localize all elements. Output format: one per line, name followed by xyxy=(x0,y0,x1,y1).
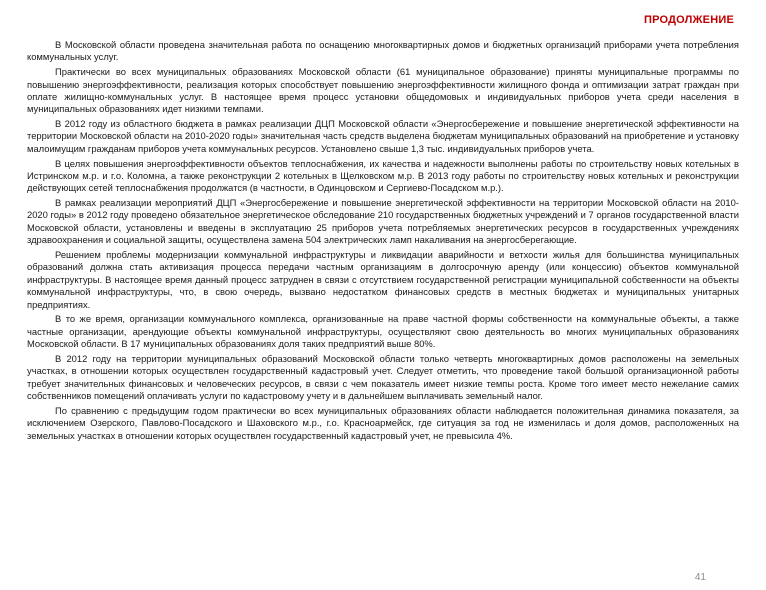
paragraph-budget-2012: В 2012 году из областного бюджета в рамках реализации ДЦП Московской области «Энергосбережение и повышение энергетической эффективности на территории Московской области на 2010-2020 годы» значительная часть средств выделена бюджетам муниципальных образований на приобретение и установку малоимущим гражданам приборов учета коммунальных ресурсов. Установлено свыше 1,3 тыс. индивидуальных приборов учета. xyxy=(27,118,739,154)
paragraph-cadastral-registration: В 2012 году на территории муниципальных образований Московской области только четверть многоквартирных домов расположены на земельных участках, в отношении которых осуществлен государственный кадастровый учет. Следует отметить, что проведение такой большой организационной работы требует значительных финансовых и человеческих ресурсов, в связи с чем показатель имеет низкие темпы роста. Кроме того имеет место нежелание самих собственников помещений оплачивать услуги по кадастровому учету и в дальнейшем выплачивать земельный налог. xyxy=(27,352,739,402)
body-text xyxy=(27,39,739,444)
page-number: 41 xyxy=(694,572,706,583)
section-heading: ПРОДОЛЖЕНИЕ xyxy=(643,14,734,26)
paragraph-municipal-programs: Практически во всех муниципальных образованиях Московской области (61 муниципальное образование) приняты муниципальные программы по повышению энергоэффективности, реализация которых способствует повышению энергоэффективности жилищного фонда и оптимизации затрат граждан при оплате жилищно-коммунальных услуг. В настоящее время процесс установки общедомовых и индивидуальных приборов учета среди населения в муниципальных образованиях идет низкими темпами. xyxy=(27,66,739,115)
paragraph-dynamics: По сравнению с предыдущим годом практически во всех муниципальных образованиях области наблюдается положительная динамика показателя, за исключением Озерского, Павлово-Посадского и Шаховского м.р., г.о. Красноармейск, где ситуация за год не изменилась и доля домов, расположенных на земельных участках в отношении которых осуществлен государственный кадастровый учет, не превысила 4%. xyxy=(27,404,739,441)
paragraph-infrastructure-modernization: Решением проблемы модернизации коммунальной инфраструктуры и ликвидации аварийности и ветхости жилья для большинства муниципальных образований должна стать активизация процесса передачи частным организациям в долгосрочную аренду (или концессию) объектов коммунальной инфраструктуры. В настоящее время данный процесс затруднен в связи с отсутствием государственной регистрации муниципальной собственности на объекты коммунальной инфраструктуры, что, в свою очередь, вызвано недостатком финансовых средств в местных бюджетах и муниципальных унитарных предприятиях. xyxy=(27,248,739,310)
paragraph-metering-equipment: В Московской области проведена значительная работа по оснащению многоквартирных домов и бюджетных организаций приборами учета потребления коммунальных услуг. xyxy=(27,39,739,63)
paragraph-heat-supply: В целях повышения энергоэффективности объектов теплоснабжения, их качества и надежности выполнены работы по строительству новых котельных в Истринском м.р. и г.о. Коломна, а также реконструкции 2 котельных в Щелковском м.р. В 2013 году работы по строительству новых котельных и реконструкции действующих сетей теплоснабжения продолжатся (в частности, в Одинцовском и Сергиево-Посадском м.р.). xyxy=(27,157,739,194)
paragraph-private-organizations: В то же время, организации коммунального комплекса, организованные на праве частной формы собственности на коммунальные объекты, а также частные организации, арендующие объекты коммунальной инфраструктуры, осуществляют свою деятельность во многих муниципальных образованиях Московской области. В 17 муниципальных образованиях доля таких предприятий выше 80%. xyxy=(27,313,739,350)
paragraph-energy-audit: В рамках реализации мероприятий ДЦП «Энергосбережение и повышение энергетической эффективности на территории Московской области на 2010-2020 годы» в 2012 году проведено обязательное энергетическое обследование 210 государственных бюджетных учреждений и 7 органов государственной власти Московской области, установлены и введены в эксплуатацию 25 приборов учета потребляемых энергетических ресурсов в государственных учреждениях здравоохранения и социальной защиты, осуществлена замена 504 электрических ламп накаливания на энергосберегающие. xyxy=(27,197,739,246)
